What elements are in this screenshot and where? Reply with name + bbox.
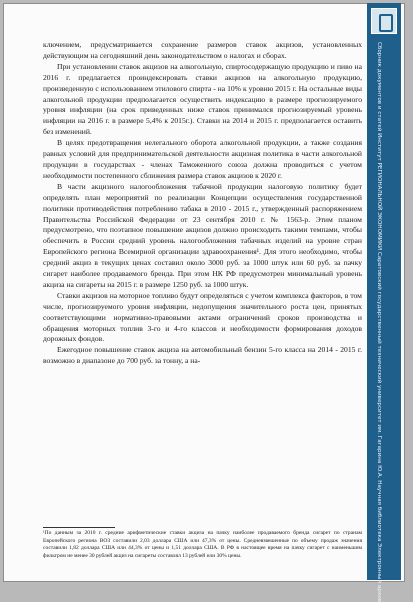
sidebar-watermark-text: Сборник документов и статей Институт РЕГИОНАЛЬНОЙ ЭКОНОМИКИ Саратовский государственный технический университет им. Гагарина Ю.А. Научная библиотека Электронный архив [375, 42, 382, 602]
paragraph: В целях предотвращения нелегального оборота алкогольной продукции, а также создания равных условий для предпринимательской деятельности акцизная политика в части алкогольной продукции в государствах - членах Таможенного союза должна проводиться с учетом необходимости постепенного сближения размера ставок акцизов к 2020 г. [43, 138, 362, 180]
library-logo-icon [371, 8, 397, 34]
paragraph: Ежегодное повышение ставок акциза на автомобильный бензин 5-го класса на 2014 - 2015 г. возможно в диапазоне до 700 руб. за тонну, а на- [43, 345, 362, 366]
footnote: ¹По данным за 2010 г. средние арифметические ставки акциза на пачку наиболее продаваемого бренда сигарет по странам Европейского региона ВОЗ составили 2,03 доллара США или 47,3% от цены. Средневзвешенные по объему продаж значения составили 1,82 доллара США или 44,3% от цены и 1,51 доллара США. В РФ в настоящее время на пачку сигарет с наименьшим фильтром не менее 30 рублей акциз на сигареты составлял 13 рублей или 30% цены. [43, 530, 362, 559]
paragraph: В части акцизного налогообложения табачной продукции налоговую политику будет определять план мероприятий по реализации Концепции осуществления государственной политики противодействия потреблению табака в 2010 - 2015 г., утвержденный распоряжением Правительства Российской Федерации от 23 сентября 2010 г. № 1563-р. Этим планом предусмотрено, что поэтапное повышение акцизов должно происходить такими темпами, чтобы обеспечить в России средний уровень налогообложения табачных изделий на уровне стран Европейского региона Всемирной организации здравоохранения¹. Для этого необходимо, чтобы средний акциз в текущих ценах составил около 3000 руб. за 1000 штук или 60 руб. за пачку сигарет наиболее продаваемого бренда. При этом НК РФ предусмотрен минимальный уровень акциза на сигареты на 2015 г. в размере 1250 руб. за 1000 штук. [43, 181, 362, 289]
paragraph: При установлении ставок акцизов на алкогольную, спиртосодержащую продукцию и пиво на 2016 г. предлагается проиндексировать ставки акцизов на алкогольную продукцию, произведенную с использованием этилового спирта - на 10% к уровню 2015 г. На остальные виды алкогольной продукции предполагается осуществить индексацию в размере прогнозируемого уровня инфляции (на срок приведенных ниже ставок принимался прогнозируемый уровень инфляции на 2016 г. в размере 5,4% к 2015г.). Ставки на 2014 и 2015 г. предполагается оставить без изменений. [43, 61, 362, 137]
paragraph: Ставки акцизов на моторное топливо будут определяться с учетом комплекса факторов, в том числе, прогнозируемого уровня инфляции, недопущения значительного роста цен, принятых соответствующими нормативно-правовыми актами ограничений сроков производства и обращения моторных топлив 3-го и 4-го классов и необходимости формирования доходов дорожных фондов. [43, 290, 362, 344]
footnote-divider [43, 527, 115, 528]
watermark-sidebar [367, 3, 401, 602]
paragraph: ключением, предусматривается сохранение размеров ставок акцизов, установленных действующим на сегодняшний день законодательством о налогах и сборах. [43, 40, 362, 60]
document-body [43, 40, 362, 367]
